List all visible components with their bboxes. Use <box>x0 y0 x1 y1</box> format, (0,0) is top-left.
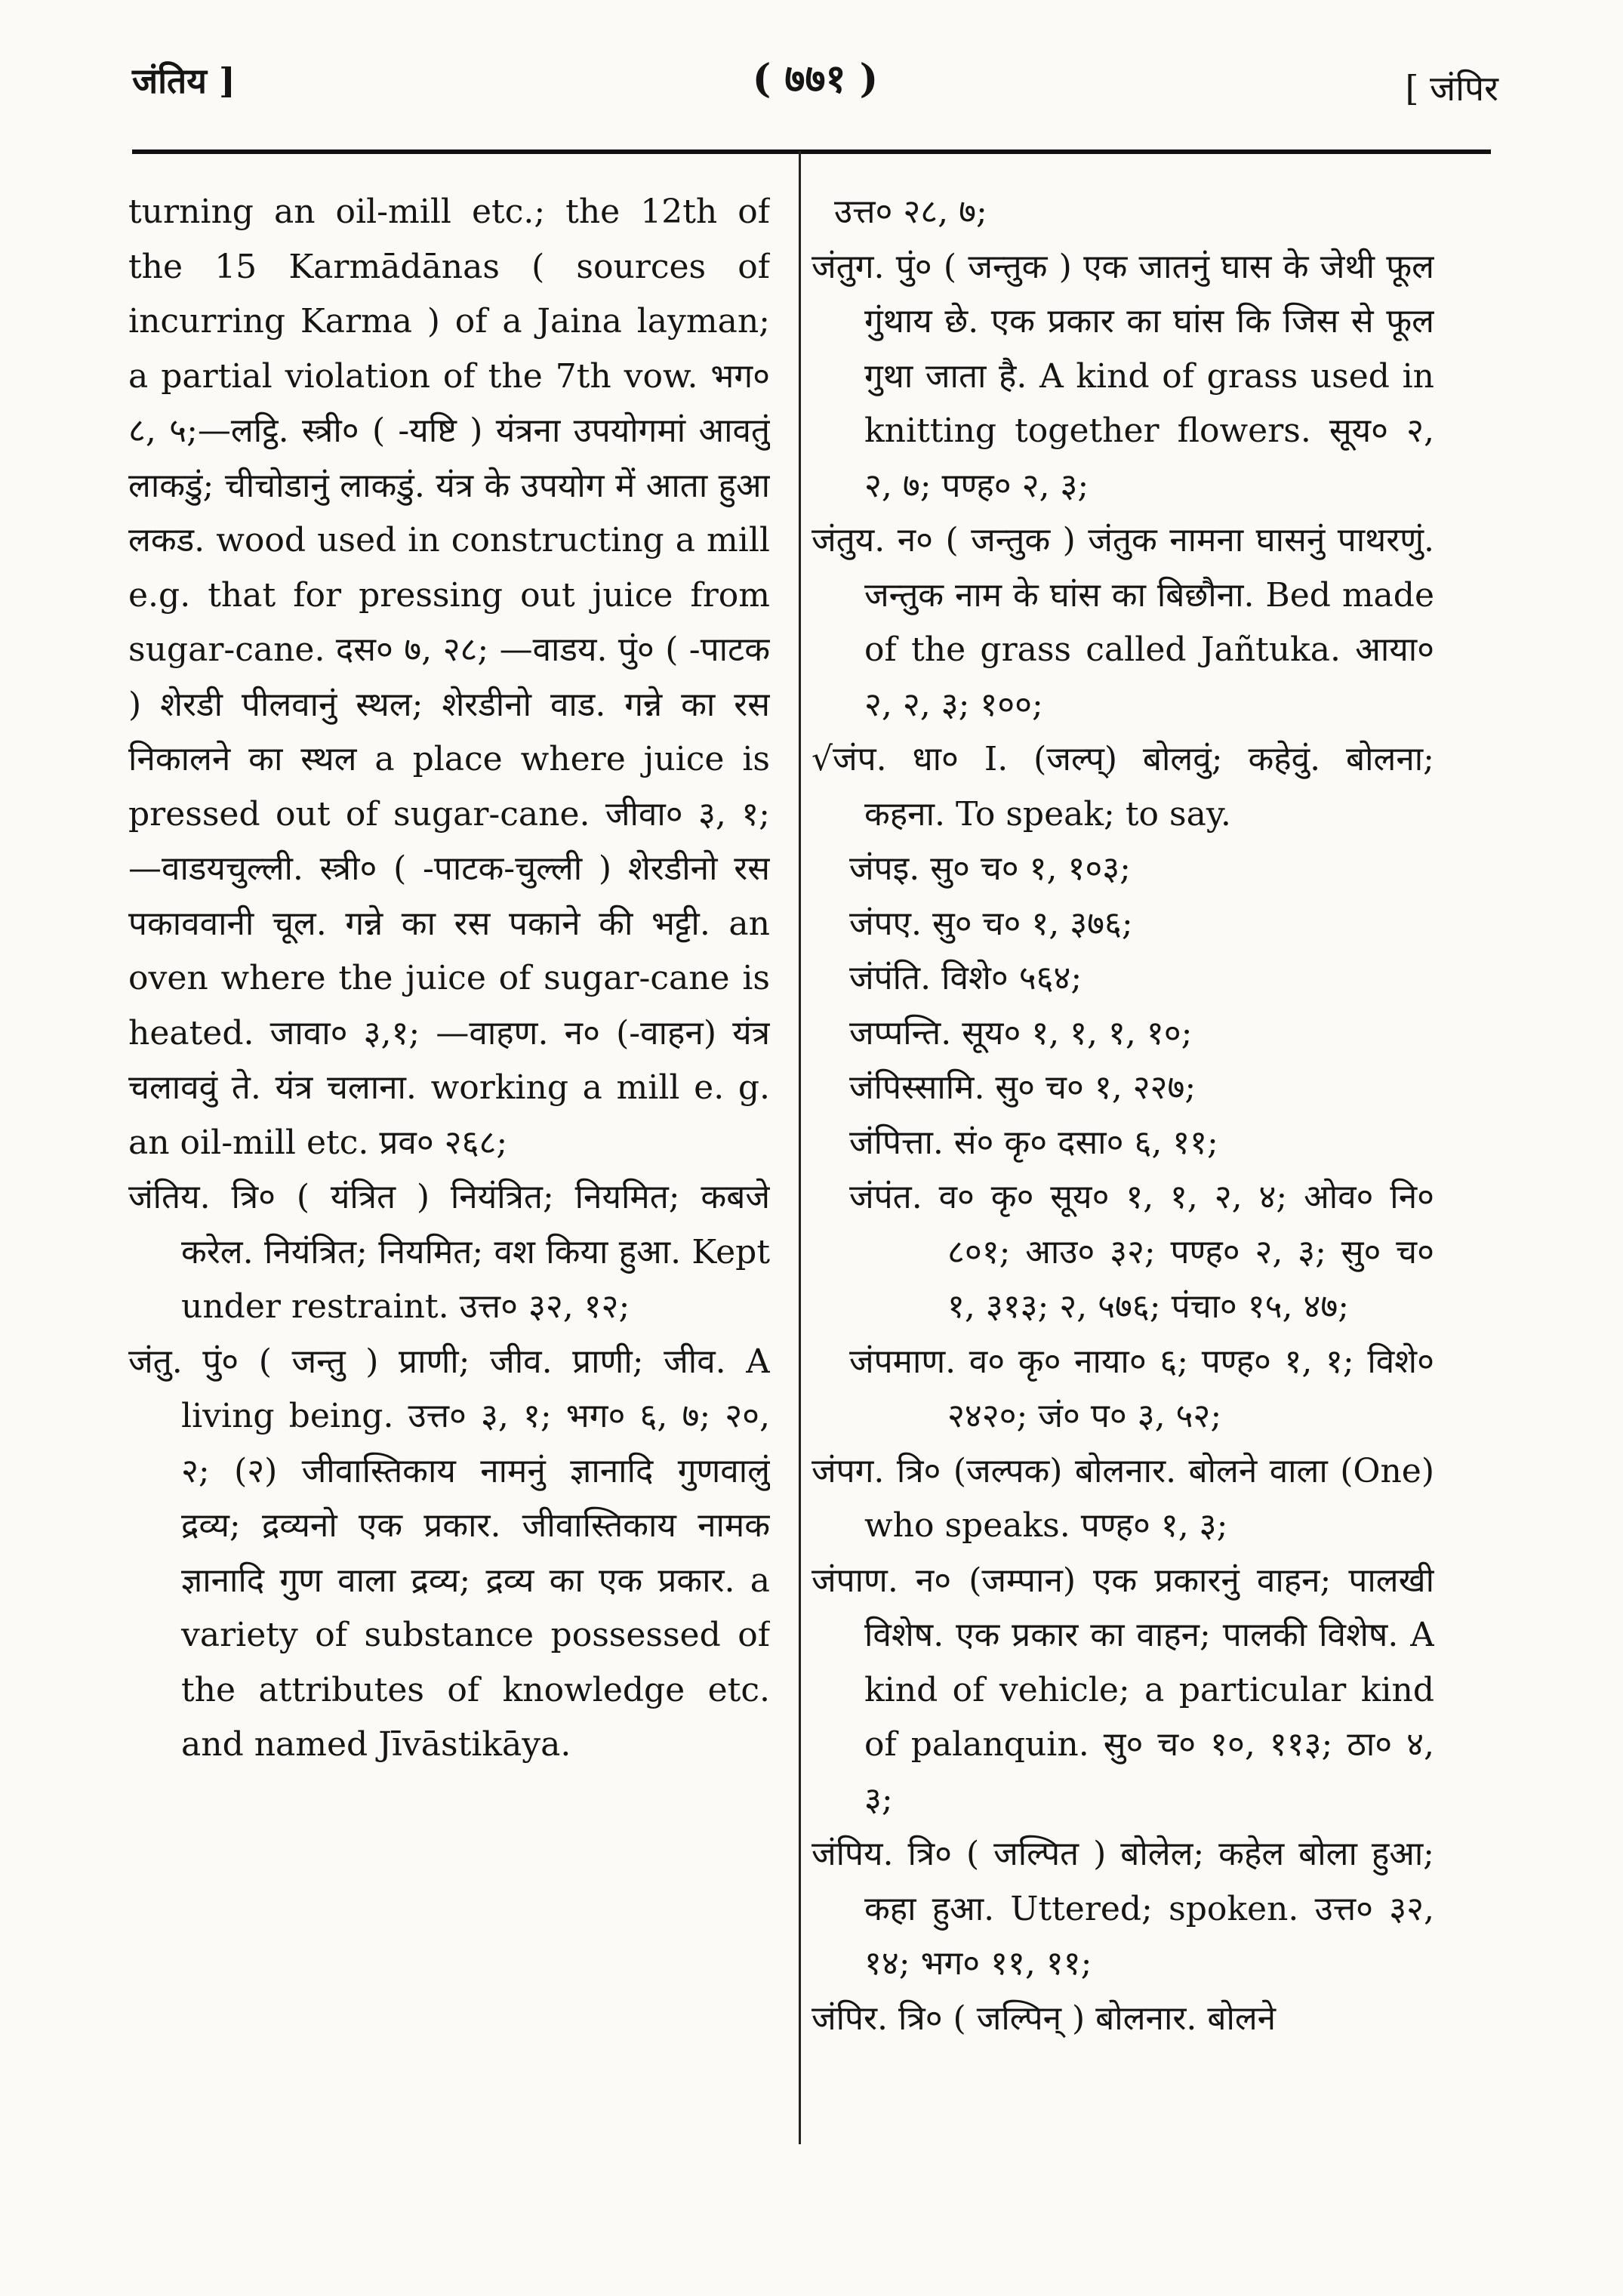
page-number: ( ७७१ ) <box>752 56 879 102</box>
dictionary-entry: उत्त० २८, ७; <box>834 193 987 231</box>
dictionary-entry: √जंप. धा० I. (जल्प्) बोलवुं; कहेवुं. बोलना; कहना. To speak; to say. <box>812 740 1434 834</box>
dictionary-entry: जंतुय. न० ( जन्तुक ) जंतुक नामना घासनुं पाथरणुं. जन्तुक नाम के घांस का बिछौना. Bed made of the grass called Jañtuka. आया० २, २, ३; १००; <box>812 521 1434 724</box>
dictionary-entry: जंतु. पुं० ( जन्तु ) प्राणी; जीव. प्राणी; जीव. A living being. उत्त० ३, १; भग० ६, ७; २०, २; (२) जीवास्तिकाय नामनुं ज्ञानादि गुणवालुं द्रव्य; द्रव्यनो एक प्रकार. जीवास्तिकाय नामक ज्ञानादि गुण वाला द्रव्य; द्रव्य का एक प्रकार. a variety of substance possessed of the attributes of knowledge etc. and named Jīvāstikāya. <box>128 1342 770 1764</box>
header-left-guide-word: जंतिय ] <box>132 60 236 101</box>
column-divider <box>799 151 801 2144</box>
right-column <box>812 185 1434 2148</box>
dictionary-subentry: जंपइ. सु० च० १, १०३; <box>849 849 1131 888</box>
dictionary-subentry: जंपंत. व० कृ० सूय० १, १, २, ४; ओव० नि० ८०१; आउ० ३२; पण्ह० २, ३; सु० च० १, ३१३; २, ५७६; पंचा० १५, ४७; <box>849 1178 1434 1326</box>
dictionary-subentry: जंपंति. विशे० ५६४; <box>849 959 1083 997</box>
dictionary-entry: जंपाण. न० (जम्पान) एक प्रकारनुं वाहन; पालखी विशेष. एक प्रकार का वाहन; पालकी विशेष. A kind of vehicle; a particular kind of palanquin. सु० च० १०, ११३; ठा० ४, ३; <box>812 1561 1434 1819</box>
dictionary-subentry: जंपिस्सामि. सु० च० १, २२७; <box>849 1068 1196 1107</box>
dictionary-entry: जंपिय. त्रि० ( जल्पित ) बोलेल; कहेल बोला हुआ; कहा हुआ. Uttered; spoken. उत्त० ३२, १४; भग० ११, ११; <box>812 1835 1434 1983</box>
dictionary-entry: turning an oil-mill etc.; the 12th of the 15 Karmādānas ( sources of incurring Karma ) of a Jaina layman; a partial violation of the 7th vow. भग० ८, ५;—लट्ठि. स्त्री० ( -यष्टि ) यंत्रना उपयोगमां आवतुं लाकडुं; चीचोडानुं लाकडुं. यंत्र के उपयोग में आता हुआ लकड. wood used in constructing a mill e.g. that for pressing out juice from sugar-cane. दस० ७, २८; —वाडय. पुं० ( -पाटक ) शेरडी पीलवानुं स्थल; शेरडीनो वाड. गन्ने का रस निकालने का स्थल a place where juice is pressed out of sugar-cane. जीवा० ३, १; —वाडयचुल्ली. स्त्री० ( -पाटक-चुल्ली ) शेरडीनो रस पकाववानी चूल. गन्ने का रस पकाने की भट्टी. an oven where the juice of sugar-cane is heated. जावा० ३,१; —वाहण. न० (-वाहन) यंत्र चलाववुं ते. यंत्र चलाना. working a mill e. g. an oil-mill etc. प्रव० २६८; <box>128 193 770 1162</box>
left-column <box>128 185 770 2148</box>
dictionary-subentry: जप्पन्ति. सूय० १, १, १, १०; <box>849 1013 1193 1052</box>
dictionary-subentry: जंपमाण. व० कृ० नाया० ६; पण्ह० १, १; विशे० २४२०; जं० प० ३, ५२; <box>849 1342 1434 1435</box>
header-rule <box>132 149 1491 154</box>
dictionary-subentry: जंपए. सु० च० १, ३७६; <box>849 904 1133 943</box>
dictionary-entry: जंपिर. त्रि० ( जल्पिन् ) बोलनार. बोलने <box>812 1999 1277 2038</box>
page-header <box>132 42 1498 113</box>
dictionary-entry: जंपग. त्रि० (जल्पक) बोलनार. बोलने वाला (One) who speaks. पण्ह० १, ३; <box>812 1451 1434 1545</box>
dictionary-entry: जंतुग. पुं० ( जन्तुक ) एक जातनुं घास के जेथी फूल गुंथाय छे. एक प्रकार का घांस कि जिस से फूल गुथा जाता है. A kind of grass used in knitting together flowers. सूय० २, २, ७; पण्ह० २, ३; <box>812 247 1434 505</box>
header-right-guide-word: [ जंपिर <box>1405 68 1498 109</box>
dictionary-entry: जंतिय. त्रि० ( यंत्रित ) नियंत्रित; नियमित; कबजे करेल. नियंत्रित; नियमित; वश किया हुआ. Kept under restraint. उत्त० ३२, १२; <box>128 1178 770 1326</box>
dictionary-subentry: जंपित्ता. सं० कृ० दसा० ६, ११; <box>849 1123 1218 1162</box>
